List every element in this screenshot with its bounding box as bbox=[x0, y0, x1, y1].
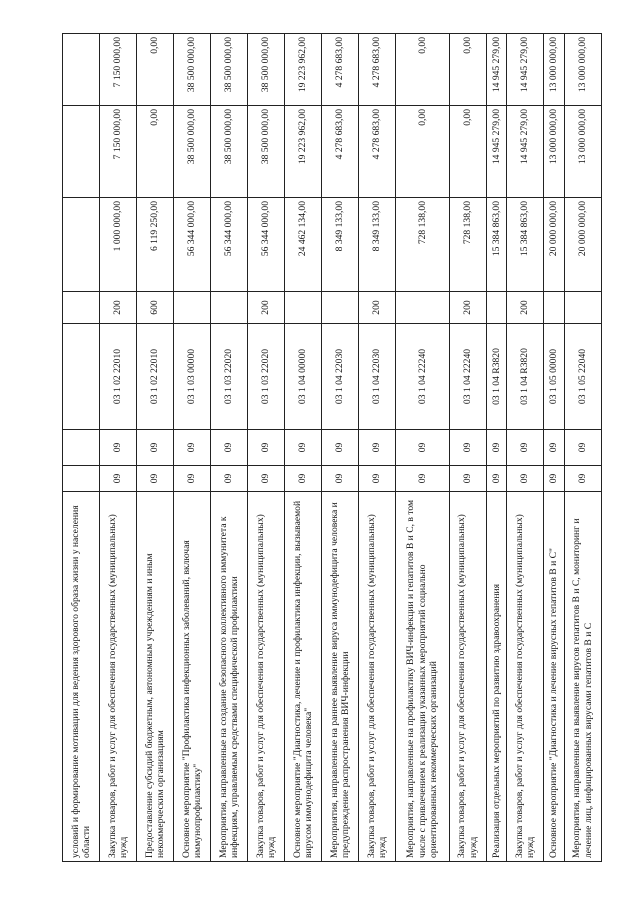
cell-sum-3: 4 278 683,00 bbox=[359, 34, 396, 106]
cell-name: Закупка товаров, работ и услуг для обеспечения государственных (муниципальных) нужд bbox=[449, 492, 486, 862]
cell-name: Реализация отдельных мероприятий по развитию здравоохранения bbox=[486, 492, 507, 862]
cell-grbs: 09 bbox=[174, 466, 211, 492]
cell-target-code: 03 1 04 22240 bbox=[449, 324, 486, 430]
table-row bbox=[211, 34, 248, 862]
cell-section: 09 bbox=[486, 430, 507, 466]
cell-expense-type: 200 bbox=[507, 292, 544, 324]
cell-name: Основное мероприятие "Диагностика, лечение и профилактика инфекции, вызываемой вирусом иммунодефицита человека" bbox=[285, 492, 322, 862]
cell-target-code: 03 1 04 00000 bbox=[285, 324, 322, 430]
table-row bbox=[174, 34, 211, 862]
cell-expense-type: 200 bbox=[248, 292, 285, 324]
cell-name: Мероприятия, направленные на выявление вирусов гепатитов В и С, мониторинг и лечение лиц, инфицированных вирусами гепатитов В и С bbox=[564, 492, 601, 862]
cell-section: 09 bbox=[359, 430, 396, 466]
cell-target-code: 03 1 04 22240 bbox=[396, 324, 449, 430]
cell-expense-type bbox=[174, 292, 211, 324]
cell-section: 09 bbox=[449, 430, 486, 466]
cell-grbs: 09 bbox=[285, 466, 322, 492]
cell-expense-type bbox=[486, 292, 507, 324]
cell-sum-1: 728 138,00 bbox=[396, 198, 449, 292]
cell-sum-2: 38 500 000,00 bbox=[174, 106, 211, 198]
cell-grbs: 09 bbox=[449, 466, 486, 492]
cell-name: условий и формирование мотивации для ведения здорового образа жизни у населения области bbox=[63, 492, 100, 862]
budget-table-body bbox=[63, 34, 602, 862]
table-row bbox=[396, 34, 449, 862]
cell-sum-3: 38 500 000,00 bbox=[248, 34, 285, 106]
cell-sum-2: 19 223 962,00 bbox=[285, 106, 322, 198]
cell-target-code: 03 1 03 00000 bbox=[174, 324, 211, 430]
cell-expense-type bbox=[544, 292, 565, 324]
cell-sum-1: 56 344 000,00 bbox=[248, 198, 285, 292]
cell-sum-2: 14 945 279,00 bbox=[486, 106, 507, 198]
rotated-table-wrapper bbox=[62, 34, 602, 862]
cell-name: Закупка товаров, работ и услуг для обеспечения государственных (муниципальных) нужд bbox=[100, 492, 137, 862]
cell-expense-type: 200 bbox=[359, 292, 396, 324]
table-row bbox=[137, 34, 174, 862]
cell-grbs: 09 bbox=[486, 466, 507, 492]
cell-target-code: 03 1 05 00000 bbox=[544, 324, 565, 430]
cell-sum-3 bbox=[63, 34, 100, 106]
table-row bbox=[486, 34, 507, 862]
cell-sum-3: 13 000 000,00 bbox=[544, 34, 565, 106]
cell-target-code: 03 1 04 R3820 bbox=[507, 324, 544, 430]
cell-expense-type: 200 bbox=[449, 292, 486, 324]
cell-expense-type bbox=[322, 292, 359, 324]
cell-name: Закупка товаров, работ и услуг для обеспечения государственных (муниципальных) нужд bbox=[507, 492, 544, 862]
cell-sum-1: 15 384 863,00 bbox=[486, 198, 507, 292]
table-row bbox=[285, 34, 322, 862]
cell-target-code: 03 1 02 22010 bbox=[137, 324, 174, 430]
cell-sum-3: 38 500 000,00 bbox=[174, 34, 211, 106]
cell-expense-type: 200 bbox=[100, 292, 137, 324]
cell-expense-type bbox=[564, 292, 601, 324]
cell-target-code: 03 1 03 22020 bbox=[248, 324, 285, 430]
cell-section: 09 bbox=[174, 430, 211, 466]
cell-section: 09 bbox=[248, 430, 285, 466]
cell-grbs bbox=[63, 466, 100, 492]
cell-sum-2: 7 150 000,00 bbox=[100, 106, 137, 198]
cell-target-code: 03 1 02 22010 bbox=[100, 324, 137, 430]
cell-sum-1: 20 000 000,00 bbox=[544, 198, 565, 292]
table-row bbox=[507, 34, 544, 862]
cell-grbs: 09 bbox=[211, 466, 248, 492]
cell-expense-type bbox=[211, 292, 248, 324]
cell-section: 09 bbox=[396, 430, 449, 466]
cell-target-code: 03 1 04 22030 bbox=[322, 324, 359, 430]
cell-sum-2: 0,00 bbox=[449, 106, 486, 198]
table-row bbox=[248, 34, 285, 862]
cell-expense-type: 600 bbox=[137, 292, 174, 324]
table-row bbox=[449, 34, 486, 862]
cell-section: 09 bbox=[100, 430, 137, 466]
budget-table bbox=[62, 33, 602, 862]
cell-sum-3: 38 500 000,00 bbox=[211, 34, 248, 106]
cell-section: 09 bbox=[322, 430, 359, 466]
cell-sum-2: 38 500 000,00 bbox=[211, 106, 248, 198]
cell-sum-3: 0,00 bbox=[137, 34, 174, 106]
cell-sum-1: 15 384 863,00 bbox=[507, 198, 544, 292]
cell-grbs: 09 bbox=[507, 466, 544, 492]
cell-grbs: 09 bbox=[544, 466, 565, 492]
cell-sum-1: 8 349 133,00 bbox=[322, 198, 359, 292]
cell-sum-1: 20 000 000,00 bbox=[564, 198, 601, 292]
cell-grbs: 09 bbox=[564, 466, 601, 492]
cell-sum-2: 0,00 bbox=[137, 106, 174, 198]
cell-section: 09 bbox=[211, 430, 248, 466]
cell-sum-2: 13 000 000,00 bbox=[544, 106, 565, 198]
cell-target-code bbox=[63, 324, 100, 430]
cell-sum-2: 4 278 683,00 bbox=[359, 106, 396, 198]
cell-sum-3: 14 945 279,00 bbox=[507, 34, 544, 106]
table-row bbox=[322, 34, 359, 862]
table-row bbox=[564, 34, 601, 862]
table-row bbox=[63, 34, 100, 862]
cell-sum-1: 56 344 000,00 bbox=[174, 198, 211, 292]
cell-target-code: 03 1 04 R3820 bbox=[486, 324, 507, 430]
cell-sum-3: 19 223 962,00 bbox=[285, 34, 322, 106]
cell-sum-2: 0,00 bbox=[396, 106, 449, 198]
cell-grbs: 09 bbox=[396, 466, 449, 492]
cell-sum-3: 4 278 683,00 bbox=[322, 34, 359, 106]
table-row bbox=[100, 34, 137, 862]
cell-name: Основное мероприятие "Диагностика и лечение вирусных гепатитов В и С" bbox=[544, 492, 565, 862]
cell-sum-1: 1 000 000,00 bbox=[100, 198, 137, 292]
cell-target-code: 03 1 04 22030 bbox=[359, 324, 396, 430]
cell-sum-3: 7 150 000,00 bbox=[100, 34, 137, 106]
cell-sum-2: 38 500 000,00 bbox=[248, 106, 285, 198]
cell-grbs: 09 bbox=[100, 466, 137, 492]
cell-sum-3: 14 945 279,00 bbox=[486, 34, 507, 106]
cell-sum-2 bbox=[63, 106, 100, 198]
cell-sum-1 bbox=[63, 198, 100, 292]
cell-sum-1: 6 119 250,00 bbox=[137, 198, 174, 292]
cell-section bbox=[63, 430, 100, 466]
cell-name: Предоставление субсидий бюджетным, автономным учреждениям и иным некоммерческим организациям bbox=[137, 492, 174, 862]
cell-expense-type bbox=[285, 292, 322, 324]
cell-name: Мероприятия, направленные на создание безопасного коллективного иммунитета к инфекциям, управляемым средствами специфической профилактики bbox=[211, 492, 248, 862]
cell-name: Основное мероприятие "Профилактика инфекционных заболеваний, включая иммунопрофилактику" bbox=[174, 492, 211, 862]
cell-sum-3: 0,00 bbox=[396, 34, 449, 106]
cell-name: Мероприятия, направленные на раннее выявление вируса иммунодефицита человека и предупреждение распространения ВИЧ-инфекции bbox=[322, 492, 359, 862]
cell-sum-1: 8 349 133,00 bbox=[359, 198, 396, 292]
cell-section: 09 bbox=[544, 430, 565, 466]
cell-section: 09 bbox=[507, 430, 544, 466]
table-row bbox=[544, 34, 565, 862]
cell-name: Закупка товаров, работ и услуг для обеспечения государственных (муниципальных) нужд bbox=[359, 492, 396, 862]
cell-section: 09 bbox=[564, 430, 601, 466]
table-row bbox=[359, 34, 396, 862]
cell-sum-2: 14 945 279,00 bbox=[507, 106, 544, 198]
cell-sum-3: 0,00 bbox=[449, 34, 486, 106]
cell-section: 09 bbox=[137, 430, 174, 466]
cell-grbs: 09 bbox=[359, 466, 396, 492]
cell-name: Закупка товаров, работ и услуг для обеспечения государственных (муниципальных) нужд bbox=[248, 492, 285, 862]
cell-target-code: 03 1 05 22040 bbox=[564, 324, 601, 430]
cell-grbs: 09 bbox=[248, 466, 285, 492]
cell-grbs: 09 bbox=[322, 466, 359, 492]
cell-sum-2: 13 000 000,00 bbox=[564, 106, 601, 198]
cell-expense-type bbox=[396, 292, 449, 324]
cell-sum-2: 4 278 683,00 bbox=[322, 106, 359, 198]
cell-sum-1: 24 462 134,00 bbox=[285, 198, 322, 292]
cell-expense-type bbox=[63, 292, 100, 324]
cell-section: 09 bbox=[285, 430, 322, 466]
cell-name: Мероприятия, направленные на профилактику ВИЧ-инфекции и гепатитов В и С, в том числе с привлечением к реализации указанных мероприятий социально ориентированных некоммерческих организаций bbox=[396, 492, 449, 862]
cell-sum-1: 728 138,00 bbox=[449, 198, 486, 292]
cell-target-code: 03 1 03 22020 bbox=[211, 324, 248, 430]
cell-grbs: 09 bbox=[137, 466, 174, 492]
cell-sum-3: 13 000 000,00 bbox=[564, 34, 601, 106]
cell-sum-1: 56 344 000,00 bbox=[211, 198, 248, 292]
